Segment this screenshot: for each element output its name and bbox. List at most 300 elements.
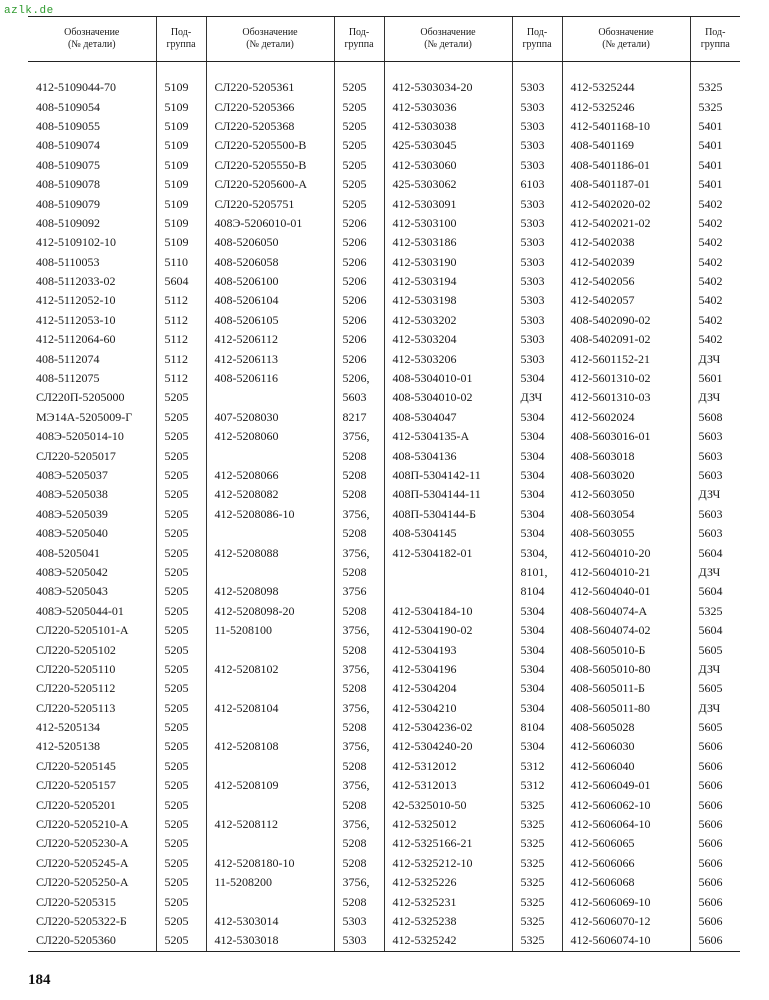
subgroup-4-cell: 5401 — [690, 175, 740, 194]
subgroup-4-cell: 5402 — [690, 194, 740, 213]
table-body — [28, 62, 740, 952]
subgroup-2-cell: 3756 — [334, 582, 384, 601]
designation-3-cell: 412-5303060 — [384, 156, 512, 175]
subgroup-2-cell: 5208 — [334, 795, 384, 814]
subgroup-2-cell: 5205 — [334, 194, 384, 213]
designation-3-cell: 412-5303036 — [384, 97, 512, 116]
subgroup-3-cell: 5304 — [512, 524, 562, 543]
designation-2-cell: 11-5208100 — [206, 621, 334, 640]
designation-4-cell: 412-5402020-02 — [562, 194, 690, 213]
subgroup-3-cell: 5303 — [512, 117, 562, 136]
subgroup-3-cell: 5325 — [512, 834, 562, 853]
table-row — [28, 505, 740, 524]
designation-4-cell: 412-5402057 — [562, 291, 690, 310]
designation-1-cell: 408Э-5205042 — [36, 564, 108, 579]
designation-2-cell: 412-5208098-20 — [206, 602, 334, 621]
subgroup-1-cell: 5205 — [156, 543, 206, 562]
designation-4-cell: 412-5606074-10 — [562, 931, 690, 951]
subgroup-4-cell: 5601 — [690, 369, 740, 388]
subgroup-1-cell: 5109 — [156, 214, 206, 233]
subgroup-3-cell: 6103 — [512, 175, 562, 194]
designation-1-cell: 412-5109044-70 — [36, 80, 116, 95]
subgroup-2-cell: 5208 — [334, 446, 384, 465]
subgroup-1-cell: 5205 — [156, 892, 206, 911]
subgroup-3-cell: 8101, — [512, 563, 562, 582]
designation-2-cell — [206, 757, 334, 776]
table-row — [28, 156, 740, 175]
designation-3-cell: 412-5304182-01 — [384, 543, 512, 562]
subgroup-2-cell: 5208 — [334, 563, 384, 582]
designation-3-cell: 412-5325212-10 — [384, 854, 512, 873]
designation-1-cell: МЭ14А-5205009-Г — [36, 409, 133, 424]
designation-1-cell: 408-5110053 — [36, 254, 100, 269]
table-row — [28, 854, 740, 873]
subgroup-4-cell: ДЗЧ — [690, 349, 740, 368]
designation-1-cell: 412-5112064-60 — [36, 332, 116, 347]
subgroup-3-cell: 5303 — [512, 291, 562, 310]
designation-3-cell: 42-5325010-50 — [384, 795, 512, 814]
designation-4-cell: 412-5601152-21 — [562, 349, 690, 368]
designation-3-cell: 412-5325238 — [384, 912, 512, 931]
designation-2-cell — [206, 679, 334, 698]
subgroup-3-cell: 5325 — [512, 931, 562, 951]
subgroup-1-cell: 5205 — [156, 408, 206, 427]
subgroup-4-cell: ДЗЧ — [690, 485, 740, 504]
table-row — [28, 699, 740, 718]
header-designation-2: Обозначение (№ детали) — [206, 17, 334, 62]
designation-2-cell: 412-5208082 — [206, 485, 334, 504]
subgroup-3-cell: 5303 — [512, 330, 562, 349]
designation-3-cell — [384, 563, 512, 582]
designation-2-cell: 407-5208030 — [206, 408, 334, 427]
designation-4-cell: 408-5402091-02 — [562, 330, 690, 349]
subgroup-2-cell: 5206 — [334, 330, 384, 349]
subgroup-3-cell: 8104 — [512, 582, 562, 601]
subgroup-3-cell: 5304 — [512, 660, 562, 679]
designation-3-cell: 412-5303194 — [384, 272, 512, 291]
table-row — [28, 78, 740, 97]
subgroup-3-cell: 5325 — [512, 815, 562, 834]
designation-4-cell: 412-5402039 — [562, 253, 690, 272]
header-designation-3: Обозначение (№ детали) — [384, 17, 512, 62]
subgroup-1-cell: 5109 — [156, 156, 206, 175]
designation-2-cell: 412-5206112 — [206, 330, 334, 349]
designation-2-cell: 412-5208180-10 — [206, 854, 334, 873]
subgroup-2-cell: 5206 — [334, 253, 384, 272]
subgroup-1-cell: 5205 — [156, 485, 206, 504]
designation-3-cell: 412-5304240-20 — [384, 737, 512, 756]
subgroup-2-cell: 5208 — [334, 524, 384, 543]
designation-3-cell: 408П-5304144-Б — [384, 505, 512, 524]
header-subgroup-2: Под- группа — [334, 17, 384, 62]
subgroup-1-cell: 5205 — [156, 873, 206, 892]
designation-3-cell: 412-5304196 — [384, 660, 512, 679]
designation-2-cell: СЛ220-5205368 — [206, 117, 334, 136]
designation-4-cell: 408-5603054 — [562, 505, 690, 524]
subgroup-3-cell: 5325 — [512, 892, 562, 911]
designation-1-cell: 412-5205134 — [36, 720, 100, 735]
parts-table — [28, 16, 740, 952]
subgroup-2-cell: 5208 — [334, 834, 384, 853]
designation-1-cell: 412-5112053-10 — [36, 312, 116, 327]
subgroup-4-cell: 5401 — [690, 136, 740, 155]
designation-2-cell — [206, 388, 334, 407]
subgroup-2-cell: 3756, — [334, 621, 384, 640]
subgroup-4-cell: 5606 — [690, 873, 740, 892]
designation-1-cell: 408-5109074 — [36, 138, 100, 153]
designation-1-cell: СЛ220-5205145 — [36, 758, 116, 773]
table-row — [28, 97, 740, 116]
designation-3-cell: 412-5325231 — [384, 892, 512, 911]
designation-1-cell: 408Э-5205037 — [36, 468, 108, 482]
designation-1-cell: СЛ220-5205201 — [36, 797, 116, 812]
subgroup-1-cell: 5205 — [156, 505, 206, 524]
designation-4-cell: 412-5606065 — [562, 834, 690, 853]
designation-1-cell: 408Э-5205014-10 — [36, 429, 124, 444]
subgroup-2-cell: 5205 — [334, 175, 384, 194]
designation-1-cell: СЛ220-5205112 — [36, 681, 116, 696]
subgroup-4-cell: 5606 — [690, 776, 740, 795]
designation-4-cell: 412-5601310-03 — [562, 388, 690, 407]
designation-4-cell: 412-5604010-20 — [562, 543, 690, 562]
subgroup-3-cell: 5304 — [512, 602, 562, 621]
designation-4-cell: 408-5605028 — [562, 718, 690, 737]
subgroup-4-cell: 5603 — [690, 466, 740, 485]
designation-1-cell: 412-5109102-10 — [36, 235, 116, 250]
designation-1-cell: СЛ220-5205017 — [36, 448, 116, 463]
designation-2-cell: 408-5206105 — [206, 311, 334, 330]
subgroup-3-cell: 5303 — [512, 194, 562, 213]
designation-3-cell: 412-5303198 — [384, 291, 512, 310]
subgroup-2-cell: 5205 — [334, 117, 384, 136]
designation-2-cell: СЛ220-5205751 — [206, 194, 334, 213]
designation-4-cell: 408-5401169 — [562, 136, 690, 155]
designation-4-cell: 408-5603018 — [562, 446, 690, 465]
designation-1-cell: СЛ220-5205101-А — [36, 623, 129, 638]
subgroup-4-cell: 5606 — [690, 737, 740, 756]
subgroup-3-cell: 5304 — [512, 699, 562, 718]
designation-4-cell: 408-5605010-Б — [562, 640, 690, 659]
subgroup-4-cell: 5325 — [690, 78, 740, 97]
designation-4-cell: 408-5603055 — [562, 524, 690, 543]
designation-3-cell: 412-5303186 — [384, 233, 512, 252]
designation-3-cell: 412-5303091 — [384, 194, 512, 213]
page-number: 184 — [28, 972, 51, 988]
designation-3-cell: 412-5303204 — [384, 330, 512, 349]
header-designation-1: Обозначение (№ детали) — [28, 17, 156, 62]
subgroup-2-cell: 3756, — [334, 815, 384, 834]
designation-1-cell: 408-5112074 — [36, 351, 100, 366]
subgroup-1-cell: 5205 — [156, 718, 206, 737]
subgroup-2-cell: 5208 — [334, 892, 384, 911]
designation-1-cell: 408-5109079 — [36, 196, 100, 211]
designation-3-cell: 412-5304135-А — [384, 427, 512, 446]
subgroup-1-cell: 5205 — [156, 834, 206, 853]
subgroup-1-cell: 5109 — [156, 175, 206, 194]
subgroup-3-cell: 5303 — [512, 311, 562, 330]
subgroup-4-cell: ДЗЧ — [690, 699, 740, 718]
header-designation-4: Обозначение (№ детали) — [562, 17, 690, 62]
subgroup-2-cell: 5205 — [334, 156, 384, 175]
subgroup-3-cell: 5303 — [512, 349, 562, 368]
subgroup-1-cell: 5112 — [156, 330, 206, 349]
table-row — [28, 563, 740, 582]
subgroup-4-cell: 5604 — [690, 621, 740, 640]
designation-2-cell: 408-5206058 — [206, 253, 334, 272]
designation-4-cell: 412-5606068 — [562, 873, 690, 892]
subgroup-2-cell: 3756, — [334, 699, 384, 718]
subgroup-1-cell: 5205 — [156, 582, 206, 601]
table-row — [28, 175, 740, 194]
subgroup-2-cell: 5206 — [334, 214, 384, 233]
designation-4-cell: 412-5603050 — [562, 485, 690, 504]
designation-1-cell: СЛ220-5205245-А — [36, 855, 129, 870]
header-subgroup-1: Под- группа — [156, 17, 206, 62]
designation-2-cell — [206, 892, 334, 911]
designation-4-cell: 408-5401187-01 — [562, 175, 690, 194]
subgroup-2-cell: 5208 — [334, 466, 384, 485]
subgroup-2-cell: 5208 — [334, 602, 384, 621]
subgroup-4-cell: 5606 — [690, 795, 740, 814]
subgroup-3-cell: 5303 — [512, 253, 562, 272]
subgroup-3-cell: 5303 — [512, 233, 562, 252]
designation-2-cell: 412-5208112 — [206, 815, 334, 834]
designation-4-cell: 412-5606064-10 — [562, 815, 690, 834]
subgroup-4-cell: 5402 — [690, 214, 740, 233]
designation-4-cell: 408-5604074-А — [562, 602, 690, 621]
table-row — [28, 311, 740, 330]
designation-2-cell: 412-5208098 — [206, 582, 334, 601]
subgroup-3-cell: 5312 — [512, 776, 562, 795]
table-row — [28, 253, 740, 272]
watermark: azlk.de — [4, 5, 54, 17]
subgroup-2-cell: 3756, — [334, 505, 384, 524]
subgroup-1-cell: 5205 — [156, 679, 206, 698]
subgroup-4-cell: 5402 — [690, 253, 740, 272]
designation-4-cell: 408-5603020 — [562, 466, 690, 485]
designation-2-cell: 412-5303014 — [206, 912, 334, 931]
subgroup-3-cell: 5303 — [512, 97, 562, 116]
subgroup-2-cell: 5205 — [334, 78, 384, 97]
subgroup-4-cell: 5401 — [690, 156, 740, 175]
designation-4-cell: 412-5602024 — [562, 408, 690, 427]
designation-1-cell: СЛ220-5205360 — [28, 931, 156, 951]
designation-3-cell: 412-5304236-02 — [384, 718, 512, 737]
designation-1-cell: 408-5109075 — [36, 157, 100, 172]
table-row — [28, 931, 740, 951]
designation-1-cell: 408Э-5205043 — [36, 584, 108, 599]
designation-4-cell: 408-5401186-01 — [562, 156, 690, 175]
subgroup-2-cell: 3756, — [334, 776, 384, 795]
designation-1-cell: 408-5112075 — [36, 371, 100, 386]
designation-3-cell: 425-5303062 — [384, 175, 512, 194]
subgroup-2-cell: 5603 — [334, 388, 384, 407]
subgroup-1-cell: 5112 — [156, 291, 206, 310]
designation-1-cell: СЛ220-5205250-А — [36, 875, 129, 890]
table-row — [28, 834, 740, 853]
subgroup-1-cell: 5205 — [156, 427, 206, 446]
designation-1-cell: СЛ220-5205230-А — [36, 836, 129, 851]
subgroup-2-cell: 8217 — [334, 408, 384, 427]
table-row — [28, 466, 740, 485]
subgroup-3-cell: 5325 — [512, 854, 562, 873]
subgroup-1-cell: 5205 — [156, 602, 206, 621]
subgroup-1-cell: 5205 — [156, 466, 206, 485]
table-row — [28, 679, 740, 698]
designation-2-cell: 408-5206116 — [206, 369, 334, 388]
subgroup-1-cell: 5112 — [156, 349, 206, 368]
subgroup-4-cell: ДЗЧ — [690, 660, 740, 679]
designation-2-cell: 11-5208200 — [206, 873, 334, 892]
designation-2-cell: СЛ220-5205550-В — [206, 156, 334, 175]
designation-2-cell: СЛ220-5205500-В — [206, 136, 334, 155]
designation-2-cell: 412-5208109 — [206, 776, 334, 795]
table-row — [28, 194, 740, 213]
designation-2-cell: 412-5208066 — [206, 466, 334, 485]
designation-4-cell: 412-5402021-02 — [562, 214, 690, 233]
designation-1-cell: СЛ220-5205157 — [36, 778, 116, 793]
subgroup-3-cell: 5304 — [512, 621, 562, 640]
subgroup-2-cell: 5206, — [334, 369, 384, 388]
table-row — [28, 621, 740, 640]
designation-4-cell: 412-5606062-10 — [562, 795, 690, 814]
designation-3-cell: 412-5304184-10 — [384, 602, 512, 621]
subgroup-1-cell: 5205 — [156, 563, 206, 582]
subgroup-1-cell: 5205 — [156, 854, 206, 873]
table-row — [28, 892, 740, 911]
table-row — [28, 427, 740, 446]
designation-1-cell: 408-5112033-02 — [36, 274, 116, 289]
subgroup-3-cell: 5304, — [512, 543, 562, 562]
designation-4-cell: 412-5606066 — [562, 854, 690, 873]
table-row — [28, 660, 740, 679]
subgroup-4-cell: 5606 — [690, 892, 740, 911]
designation-4-cell: 408-5603016-01 — [562, 427, 690, 446]
subgroup-3-cell: 5303 — [512, 272, 562, 291]
subgroup-3-cell: 5304 — [512, 427, 562, 446]
subgroup-2-cell: 5208 — [334, 640, 384, 659]
designation-1-cell: 408-5109078 — [36, 177, 100, 192]
subgroup-2-cell: 5206 — [334, 272, 384, 291]
designation-2-cell: 412-5208108 — [206, 737, 334, 756]
subgroup-1-cell: 5109 — [156, 97, 206, 116]
designation-3-cell: 408-5304145 — [384, 524, 512, 543]
designation-4-cell: 408-5605011-Б — [562, 679, 690, 698]
subgroup-1-cell: 5205 — [156, 699, 206, 718]
subgroup-1-cell: 5205 — [156, 912, 206, 931]
subgroup-4-cell: 5401 — [690, 117, 740, 136]
designation-3-cell: 412-5303038 — [384, 117, 512, 136]
header-subgroup-4: Под- группа — [690, 17, 740, 62]
designation-2-cell: 412-5206113 — [206, 349, 334, 368]
designation-3-cell: 412-5325226 — [384, 873, 512, 892]
subgroup-2-cell: 3756, — [334, 543, 384, 562]
designation-3-cell: 408П-5304144-11 — [384, 485, 512, 504]
subgroup-3-cell: 5304 — [512, 408, 562, 427]
subgroup-3-cell: 5304 — [512, 505, 562, 524]
designation-4-cell: 408-5402090-02 — [562, 311, 690, 330]
subgroup-4-cell: 5604 — [690, 543, 740, 562]
table-row — [28, 369, 740, 388]
subgroup-3-cell: 5304 — [512, 737, 562, 756]
designation-3-cell: 408-5304136 — [384, 446, 512, 465]
table-row — [28, 737, 740, 756]
subgroup-2-cell: 3756, — [334, 737, 384, 756]
table-row — [28, 117, 740, 136]
designation-3-cell: 412-5303206 — [384, 349, 512, 368]
header-row — [28, 17, 740, 62]
subgroup-4-cell: ДЗЧ — [690, 388, 740, 407]
subgroup-2-cell: 5303 — [334, 912, 384, 931]
subgroup-2-cell: 3756, — [334, 660, 384, 679]
designation-2-cell: 412-5208086-10 — [206, 505, 334, 524]
designation-1-cell: 412-5205138 — [36, 739, 100, 754]
designation-4-cell: 408-5605010-80 — [562, 660, 690, 679]
table-row — [28, 233, 740, 252]
subgroup-4-cell: 5605 — [690, 718, 740, 737]
subgroup-4-cell: 5606 — [690, 815, 740, 834]
designation-4-cell: 408-5604074-02 — [562, 621, 690, 640]
table-row — [28, 272, 740, 291]
designation-3-cell: 412-5304193 — [384, 640, 512, 659]
subgroup-3-cell: 5303 — [512, 136, 562, 155]
subgroup-4-cell: 5402 — [690, 233, 740, 252]
table-row — [28, 408, 740, 427]
designation-4-cell: 412-5606070-12 — [562, 912, 690, 931]
designation-2-cell: 408-5206104 — [206, 291, 334, 310]
subgroup-2-cell: 3756, — [334, 427, 384, 446]
designation-3-cell: 425-5303045 — [384, 136, 512, 155]
designation-3-cell: 412-5325012 — [384, 815, 512, 834]
table-row — [28, 485, 740, 504]
subgroup-3-cell: 5304 — [512, 446, 562, 465]
designation-2-cell: СЛ220-5205361 — [206, 78, 334, 97]
subgroup-1-cell: 5109 — [156, 233, 206, 252]
subgroup-1-cell: 5205 — [156, 931, 206, 951]
subgroup-3-cell: 8104 — [512, 718, 562, 737]
subgroup-1-cell: 5205 — [156, 795, 206, 814]
subgroup-1-cell: 5205 — [156, 660, 206, 679]
subgroup-1-cell: 5205 — [156, 737, 206, 756]
subgroup-1-cell: 5109 — [156, 136, 206, 155]
subgroup-3-cell: 5304 — [512, 369, 562, 388]
table-row — [28, 136, 740, 155]
designation-2-cell — [206, 524, 334, 543]
subgroup-3-cell: 5303 — [512, 78, 562, 97]
subgroup-3-cell: 5303 — [512, 214, 562, 233]
designation-2-cell: СЛ220-5205600-А — [206, 175, 334, 194]
subgroup-1-cell: 5205 — [156, 446, 206, 465]
table-row — [28, 776, 740, 795]
table-row — [28, 214, 740, 233]
table-row — [28, 718, 740, 737]
designation-2-cell: 408-5206100 — [206, 272, 334, 291]
table-row — [28, 873, 740, 892]
subgroup-4-cell: 5402 — [690, 330, 740, 349]
designation-3-cell: 408-5304010-02 — [384, 388, 512, 407]
designation-1-cell: СЛ220-5205102 — [36, 642, 116, 657]
subgroup-4-cell: 5402 — [690, 311, 740, 330]
subgroup-3-cell: 5304 — [512, 679, 562, 698]
subgroup-4-cell: 5606 — [690, 912, 740, 931]
subgroup-3-cell: 5304 — [512, 485, 562, 504]
subgroup-3-cell: 5325 — [512, 873, 562, 892]
subgroup-4-cell: 5603 — [690, 446, 740, 465]
designation-1-cell: 408Э-5205044-01 — [36, 603, 124, 618]
designation-3-cell: 412-5303100 — [384, 214, 512, 233]
subgroup-1-cell: 5109 — [156, 78, 206, 97]
designation-1-cell: СЛ220-5205210-А — [36, 817, 129, 832]
